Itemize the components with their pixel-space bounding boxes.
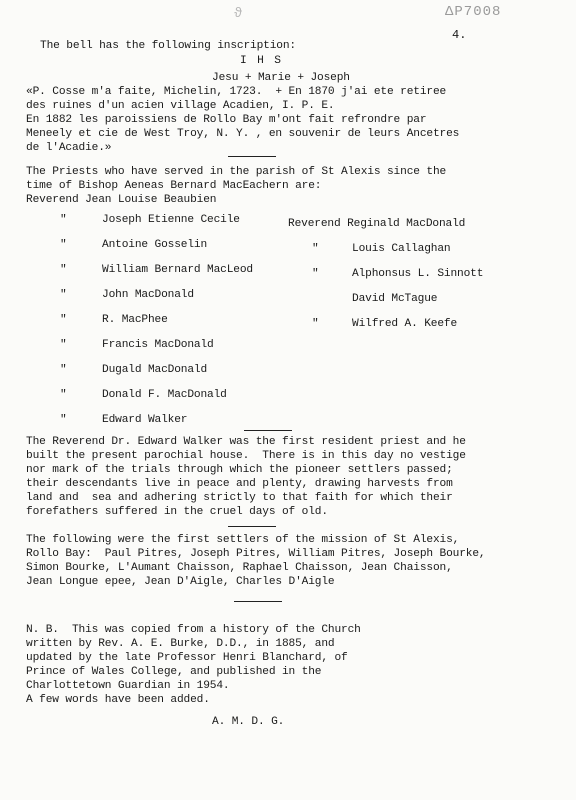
walker-paragraph-line: their descendants live in peace and plenty, drawing harvests from [26,478,453,490]
section-divider [228,156,276,157]
first-priest: Reverend Jean Louise Beaubien [26,194,217,206]
bell-inscription-line: des ruines d'un acien village Acadien, I. P. E. [26,100,335,112]
ditto-mark: " [60,389,67,401]
ditto-mark: " [312,243,319,255]
settlers-paragraph-line: Jean Longue epee, Jean D'Aigle, Charles D'Aigle [26,576,335,588]
priest-name: Alphonsus L. Sinnott [352,268,484,280]
priest-name: Francis MacDonald [102,339,214,351]
priest-name: Wilfred A. Keefe [352,318,458,330]
priest-name: Antoine Gosselin [102,239,208,251]
smudge-mark: ϑ [234,6,243,22]
ditto-mark: " [60,239,67,251]
bell-inscription-line: «P. Cosse m'a faite, Michelin, 1723. + En 1870 j'ai ete retiree [26,86,447,98]
right-column-head: Reverend Reginald MacDonald [288,218,466,230]
walker-paragraph-line: forefathers suffered in the cruel days of old. [26,506,328,518]
settlers-paragraph-line: The following were the first settlers of the mission of St Alexis, [26,534,460,546]
note-line: Charlottetown Guardian in 1954. [26,680,230,692]
ditto-mark: " [60,289,67,301]
note-line: written by Rev. A. E. Burke, D.D., in 1885, and [26,638,335,650]
priest-name: Joseph Etienne Cecile [102,214,240,226]
priest-name: Donald F. MacDonald [102,389,227,401]
ditto-mark: " [60,339,67,351]
bell-inscription-line: de l'Acadie.» [26,142,112,154]
walker-paragraph-line: land and sea and adhering strictly to that faith for which their [26,492,453,504]
walker-paragraph-line: The Reverend Dr. Edward Walker was the first resident priest and he [26,436,466,448]
settlers-paragraph-line: Rollo Bay: Paul Pitres, Joseph Pitres, William Pitres, Joseph Bourke, [26,548,486,560]
section-divider [228,526,276,527]
section-divider [234,601,282,602]
priest-name: Edward Walker [102,414,188,426]
page-number: 4. [452,28,467,42]
priests-intro-line: time of Bishop Aeneas Bernard MacEachern are: [26,180,322,192]
ditto-mark: " [60,314,67,326]
note-line: Prince of Wales College, and published in the [26,666,322,678]
walker-paragraph-line: built the present parochial house. There is in this day no vestige [26,450,466,462]
note-line: N. B. This was copied from a history of the Church [26,624,361,636]
bell-inscription-line: Meneely et cie de West Troy, N. Y. , en souvenir de leurs Ancetres [26,128,460,140]
priest-name: William Bernard MacLeod [102,264,253,276]
note-line: A few words have been added. [26,694,210,706]
section-divider [244,430,292,431]
ditto-mark: " [312,268,319,280]
bell-inscription-line: En 1882 les paroissiens de Rollo Bay m'ont fait refrondre par [26,114,427,126]
settlers-paragraph-line: Simon Bourke, L'Aumant Chaisson, Raphael Chaisson, Jean Chaisson, [26,562,453,574]
ditto-mark: " [60,214,67,226]
bell-intro: The bell has the following inscription: [40,40,296,52]
priest-name: Dugald MacDonald [102,364,208,376]
priest-name: R. MacPhee [102,314,168,326]
priest-name: John MacDonald [102,289,194,301]
ditto-mark: " [312,318,319,330]
priest-name: David McTague [352,293,438,305]
ditto-mark: " [60,264,67,276]
priests-intro-line: The Priests who have served in the parish of St Alexis since the [26,166,447,178]
closing-motto: A. M. D. G. [212,716,285,728]
note-line: updated by the late Professor Henri Blanchard, of [26,652,348,664]
ditto-mark: " [60,364,67,376]
walker-paragraph-line: nor mark of the trials through which the pioneer settlers passed; [26,464,453,476]
bell-invocation: Jesu + Marie + Joseph [212,72,350,84]
archive-number: ΔP7008 [445,4,502,20]
priest-name: Louis Callaghan [352,243,451,255]
ditto-mark: " [60,414,67,426]
ihs-monogram: I H S [240,55,281,67]
